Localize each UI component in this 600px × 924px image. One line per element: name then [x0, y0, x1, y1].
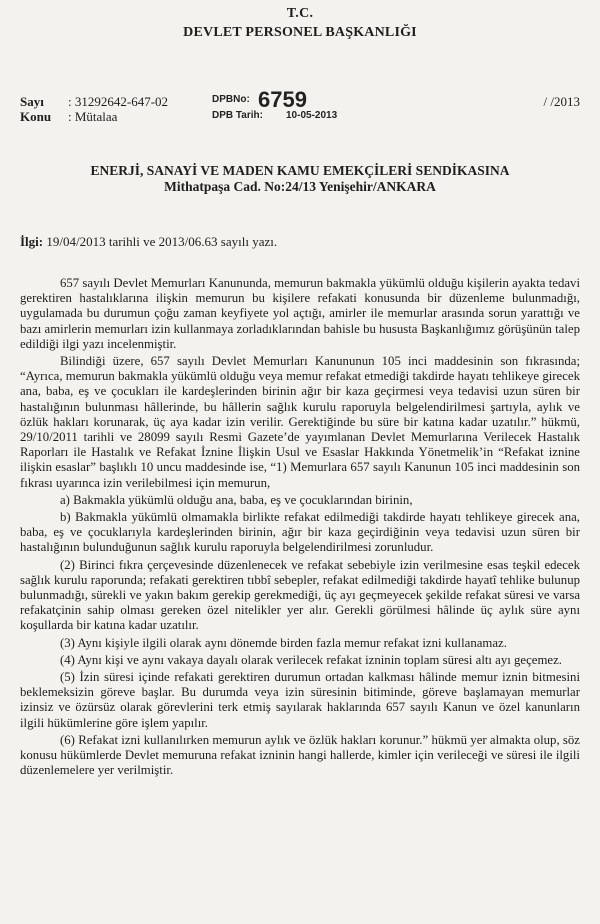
- paragraph-item-4: (4) Aynı kişi ve aynı vakaya dayalı olarak verilecek refakat izninin toplam süresi altı ayı geçemez.: [60, 652, 562, 667]
- sayi-value: : 31292642-647-02: [68, 94, 169, 109]
- recipient-address: Mithatpaşa Cad. No:24/13 Yenişehir/ANKARA: [164, 179, 436, 194]
- paragraph: Bilindiği üzere, 657 sayılı Devlet Memurları Kanununun 105 inci maddesinin son fıkrasında; “Ayrıca, memurun bakmakla yükümlü olduğu veya memur refakat etmediği takdirde hayatı tehlikeye girecek ana, baba, eş ve çocukları ile kardeşlerinden birinin ağır bir kaza geçirmesi veya tedavisi uzun süren bir hastalığının bulunması hâllerinde, bu hâllerin sağlık kurulu raporuyla belgelendirilmesi şartıyla, aylık ve özlük hakları korunarak, üç aya kadar izin verilir. Gerektiğinde bu süre bir katına kadar uzatılır.” hükmü, 29/10/2011 tarihli ve 28099 sayılı Resmi Gazete’de yayımlanan Devlet Memurlarına Verilecek Hastalık Raporları ile Hastalık ve Refakat İznine İlişkin Usul ve Esaslar Hakkında Yönetmelik’in “Refakat iznine ilişkin esaslar” başlıklı 10 uncu maddesinde ise, “1) Memurlara 657 sayılı Kanunun 105 inci maddesinin son fıkrası uyarınca izin verilebilmesi için memurun,: [20, 354, 580, 490]
- paragraph-item-2: (2) Birinci fıkra çerçevesinde düzenlenecek ve refakat sebebiyle izin verilmesine esas teşkil edecek sağlık kurulu raporunda; refakati gerektiren tıbbî sebepler, refakat edilmediği takdirde hayatî tehlike bulunup bulunmadığı, sürekli ve yakın bakım gerekip gerekmediği, üç ayı geçmeyecek şekilde refakat süresi ve varsa refakatçinin sahip olması gereken özel nitelikler yer alır. Gerekli görülmesi hâlinde üç aylık süre aynı koşullarda bir katına kadar uzatılır.: [20, 557, 580, 633]
- konu-label: Konu: [20, 109, 52, 124]
- letter-date: / /2013: [543, 94, 580, 109]
- recipient-name: ENERJİ, SANAYİ VE MADEN KAMU EMEKÇİLERİ SENDİKASINA: [90, 163, 510, 178]
- sayi-label: Sayı: [20, 94, 44, 109]
- paragraph-item-b: b) Bakmakla yükümlü olmamakla birlikte refakat edilmediği takdirde hayatı tehlikeye girecek ana, baba, eş ve çocuklarıyla kardeşlerinden birinin, ağır bir kaza geçirdiğinin veya tedavisi uzun süren bir hastalığının bulunduğunun sağlık kurulu raporuyla belgelendirilmesi zorunludur.: [20, 510, 580, 555]
- reference-text: 19/04/2013 tarihli ve 2013/06.63 sayılı yazı.: [43, 234, 278, 249]
- paragraph-item-6: (6) Refakat izni kullanılırken memurun aylık ve özlük hakları korunur.” hükmü yer almakta olup, söz konusu hükümlerde Devlet memuruna refakat izninin hangi hallerde, kimler için verileceği ve süresi ile ilgili düzenlemelere yer verilmiştir.: [20, 732, 580, 778]
- paragraph-item-a: a) Bakmakla yükümlü olduğu ana, baba, eş ve çocuklarından birinin,: [60, 492, 413, 507]
- stamp-date-label: DPB Tarih:: [212, 110, 263, 121]
- letter-body: [20, 276, 580, 781]
- paragraph-item-3: (3) Aynı kişiyle ilgili olarak aynı dönemde birden fazla memur refakat izni kullanamaz.: [60, 635, 507, 650]
- stamp-no-label: DPBNo:: [212, 94, 250, 105]
- reference-label: İlgi:: [20, 234, 44, 249]
- reference-line: [20, 234, 277, 250]
- konu-row: [20, 109, 117, 125]
- stamp-date-value: 10-05-2013: [286, 110, 338, 121]
- paragraph-item-5: (5) İzin süresi içinde refakati gerektiren durumun ortadan kalkması hâlinde memur iznin bitmesini beklemeksizin göreve başlar. Bu durumda veya izin süresinin bitiminde, göreve başlamayan memurlar izinsiz ve özürsüz olarak görevlerini terk etmiş sayılarak haklarında 657 sayılı Kanun ve özel kanunların ilgili hükümlerine göre işlem yapılır.: [20, 670, 580, 730]
- header-institution: DEVLET PERSONEL BAŞKANLIĞI: [183, 25, 417, 40]
- konu-value: : Mütalaa: [68, 109, 118, 124]
- header-tc: T.C.: [286, 6, 314, 21]
- stamp-no-value: 6759: [258, 87, 307, 112]
- sayi-row: [20, 94, 168, 110]
- paragraph: 657 sayılı Devlet Memurları Kanununda, memurun bakmakla yükümlü olduğu kişilerin ayakta tedavi gerektiren hastalıklarına ilişkin memurun bu kişilere refakati konusunda bir düzenleme bulunmadığı, uygulamada bu durumun çoğu zaman keyfiyete yol açtığı, amirler ile memurlar arasında sorun yarattığı ve bazı amirlerin memurları izin kullanmaya zorladıklarından bahisle bu hususta Başkanlığımız görüşünün talep edildiği ilgi yazı incelenmiştir.: [20, 276, 580, 351]
